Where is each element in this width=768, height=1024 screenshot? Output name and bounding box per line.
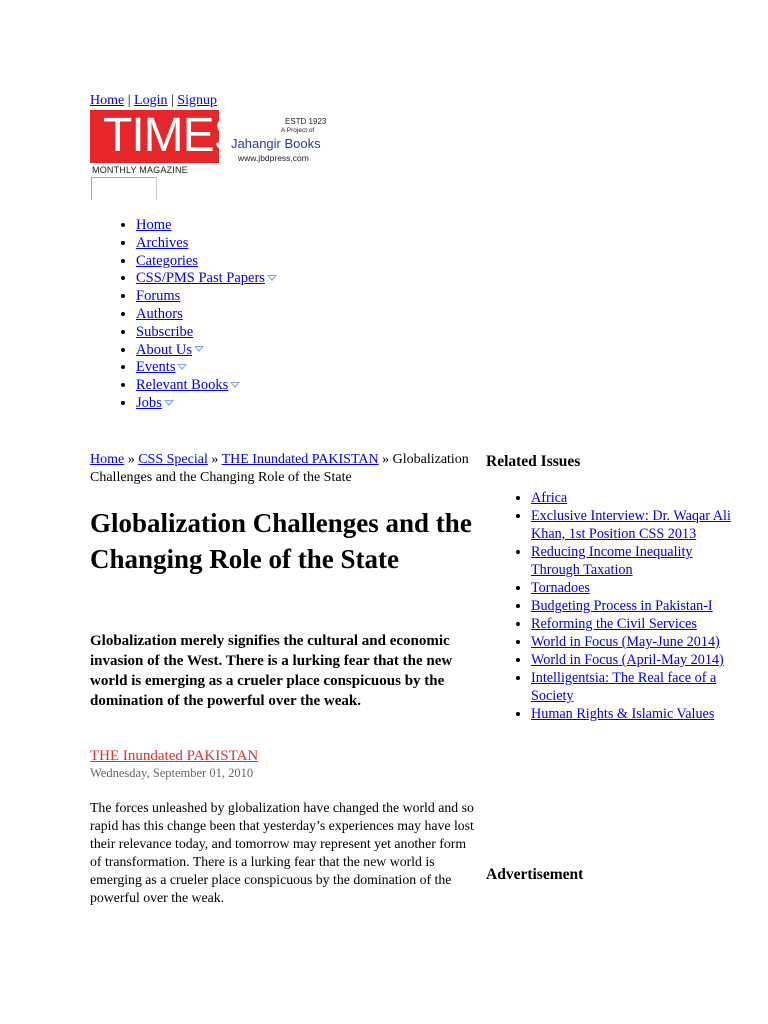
related-issues-list: [486, 489, 731, 723]
related-link[interactable]: World in Focus (April-May 2014): [531, 652, 724, 668]
list-item: [531, 597, 731, 615]
breadcrumb-css-special[interactable]: CSS Special: [138, 452, 208, 467]
breadcrumb-home[interactable]: Home: [90, 452, 125, 467]
top-home-link[interactable]: Home: [90, 93, 125, 108]
nav-link-relevant-books[interactable]: Relevant Books: [136, 377, 229, 394]
logo-brand-word: TIMES: [103, 109, 245, 162]
site-logo[interactable]: [90, 110, 340, 180]
advertisement-heading: Advertisement: [486, 866, 584, 883]
list-item: [531, 633, 731, 651]
nav-link-categories[interactable]: Categories: [136, 252, 199, 269]
related-link[interactable]: Budgeting Process in Pakistan-I: [531, 598, 713, 614]
chevron-down-icon[interactable]: [164, 400, 174, 406]
logo-url: www.jbdpress.com: [238, 153, 309, 163]
nav-item-archives: [136, 235, 277, 253]
top-links: [90, 93, 217, 109]
login-link[interactable]: Login: [134, 93, 168, 108]
top-separator: |: [127, 93, 131, 108]
logo-estd: ESTD 1923: [285, 117, 327, 126]
chevron-down-icon[interactable]: [194, 346, 204, 352]
list-item: [531, 579, 731, 597]
chevron-down-icon[interactable]: [177, 364, 187, 370]
nav-link-authors[interactable]: Authors: [136, 305, 183, 322]
nav-item-forums: [136, 288, 277, 306]
nav-item-categories: [136, 253, 277, 271]
nav-link-subscribe[interactable]: Subscribe: [136, 323, 194, 340]
nav-item-jobs: [136, 395, 277, 413]
list-item: [531, 705, 731, 723]
related-link[interactable]: Tornadoes: [531, 580, 590, 596]
main-nav: [90, 217, 277, 413]
chevron-down-icon[interactable]: [267, 275, 277, 281]
article-body: The forces unleashed by globalization have changed the world and so rapid has this change been that yesterday’s experiences may have lost their relevance today, and tomorrow may represent yet another form of transformation. There is a lurking fear that the new world is emerging as a crueler place conspicuous by the domination of the powerful over the weak.: [90, 800, 474, 905]
nav-link-events[interactable]: Events: [136, 359, 176, 376]
nav-item-authors: [136, 306, 277, 324]
related-link[interactable]: Intelligentsia: The Real face of a Society: [531, 670, 717, 704]
nav-link-archives[interactable]: Archives: [136, 234, 189, 251]
list-item: [531, 615, 731, 633]
breadcrumb: [90, 451, 470, 487]
logo-project-of: A Project of: [281, 127, 315, 134]
article-title: Globalization Challenges and the Changing Role of the State: [90, 508, 472, 574]
list-item: [531, 489, 731, 507]
nav-link-home[interactable]: Home: [136, 217, 172, 233]
related-link[interactable]: World in Focus (May-June 2014): [531, 634, 720, 650]
list-item: [531, 507, 731, 543]
article-lead: Globalization merely signifies the cultural and economic invasion of the West. There is a lurking fear that the new world is emerging as a crueler place conspicuous by the domination of the powerful over the weak.: [90, 633, 453, 709]
list-item: [531, 543, 731, 579]
nav-item-past-papers: [136, 270, 277, 288]
related-issues-heading: Related Issues: [486, 453, 581, 470]
nav-item-about-us: [136, 342, 277, 360]
logo-publisher: Jahangir Books: [231, 136, 321, 151]
nav-item-events: [136, 359, 277, 377]
search-input[interactable]: [91, 177, 157, 200]
related-link[interactable]: Exclusive Interview: Dr. Waqar Ali Khan, 1st Position CSS 2013: [531, 508, 731, 542]
article-section: [90, 748, 258, 765]
signup-link[interactable]: Signup: [177, 93, 217, 108]
breadcrumb-separator: »: [127, 452, 135, 467]
nav-link-forums[interactable]: Forums: [136, 288, 181, 305]
list-item: [531, 669, 731, 705]
nav-link-jobs[interactable]: Jobs: [136, 394, 162, 411]
related-link[interactable]: Human Rights & Islamic Values: [531, 706, 715, 722]
breadcrumb-current: Globalization Challenges and the Changing Role of the State: [90, 452, 469, 485]
logo-tagline: MONTHLY MAGAZINE: [92, 165, 188, 175]
list-item: [531, 651, 731, 669]
breadcrumb-separator: »: [211, 452, 219, 467]
related-link[interactable]: Reforming the Civil Services: [531, 616, 697, 632]
nav-item-subscribe: [136, 324, 277, 342]
article-date: Wednesday, September 01, 2010: [90, 766, 254, 780]
related-link[interactable]: Reducing Income Inequality Through Taxation: [531, 544, 693, 578]
breadcrumb-issue[interactable]: THE Inundated PAKISTAN: [221, 452, 379, 467]
related-link[interactable]: Africa: [531, 490, 568, 506]
nav-item-relevant-books: [136, 377, 277, 395]
nav-link-about-us[interactable]: About Us: [136, 341, 192, 358]
chevron-down-icon[interactable]: [230, 382, 240, 388]
article-section-link[interactable]: THE Inundated PAKISTAN: [90, 748, 259, 764]
nav-link-past-papers[interactable]: CSS/PMS Past Papers: [136, 270, 265, 287]
breadcrumb-separator: »: [382, 452, 390, 467]
top-separator: |: [170, 93, 174, 108]
logo-red-box: [90, 109, 245, 163]
nav-item-home: [136, 217, 277, 235]
